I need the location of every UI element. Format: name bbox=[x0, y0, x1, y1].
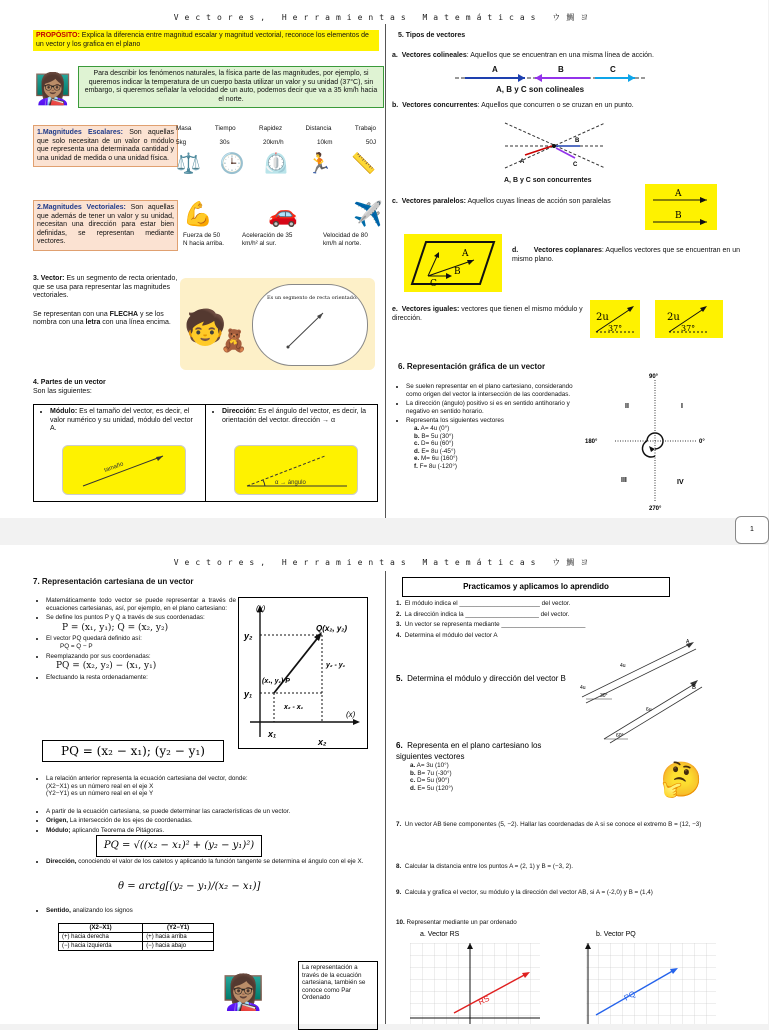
parallel-figure bbox=[645, 184, 717, 230]
s7-bullet-7: • A partir de la ecuación cartesiana, se puede determinar las características de un vector. bbox=[46, 808, 376, 816]
q6-value: D= 5u (90°) bbox=[417, 777, 450, 785]
pq-grid bbox=[586, 943, 716, 1024]
sign-header: (Y2−Y1) bbox=[143, 924, 214, 933]
sign-cell: (+) hacia derecha bbox=[59, 933, 143, 942]
question-6: 6. Representa en el plano cartesiano los siguientes vectores a. A= 3u (10°) b. B= 7u (-30°) c. D= 5u (90°) d. E= 5u (120°) bbox=[396, 741, 542, 792]
graph-item-key: b. bbox=[414, 432, 420, 440]
fig-a-angle: 30° bbox=[600, 693, 608, 699]
graph-bullet-3: Representa los siguientes vectores bbox=[406, 417, 505, 425]
question-9: 9. Calcula y grafica el vector, su módulo y la dirección del vector AB, si A = (-2,0) y B = (1,4) bbox=[396, 889, 653, 896]
letra-bold: letra bbox=[85, 319, 101, 326]
vector-mag-title: 2.Magnitudes Vectoriales: bbox=[37, 204, 126, 211]
teddy-icon: 🧸 bbox=[220, 328, 248, 353]
origin-text: La intersección de los ejes de coordenadas. bbox=[68, 817, 193, 825]
svg-text:A: A bbox=[675, 189, 682, 199]
s7-bullet-6a: (X2−X1) es un número real en el eje X bbox=[46, 782, 154, 790]
scalar-header-masa: Masa bbox=[176, 125, 192, 132]
bubble-text: Es un segmento de recta orientado. bbox=[267, 295, 358, 301]
question-10-text: Representar mediante un par ordenado bbox=[406, 919, 517, 926]
diag-y1: y₁ bbox=[244, 689, 253, 699]
svg-text:A: A bbox=[462, 249, 469, 259]
vector-examples bbox=[183, 200, 383, 247]
sign-cell: (+) hacia arriba bbox=[143, 933, 214, 942]
runner-icon: 🏃 bbox=[307, 153, 333, 176]
scalar-header-trabajo: Trabajo bbox=[354, 125, 376, 132]
graph-item-value: E= 8u (-45°) bbox=[421, 447, 456, 455]
svg-text:B: B bbox=[675, 211, 682, 221]
q6-value: E= 5u (120°) bbox=[417, 784, 453, 792]
s7-eq-6: θ = arctg[(y₂ − y₁)/(x₂ − x₁)] bbox=[118, 881, 261, 892]
direction-text-2: conociendo el valor de los catetos y aplicando la función tangente se determina el ángulo con el eje X. bbox=[76, 858, 364, 865]
s7-eq-1: P = (x₁, y₁); Q = (x₂, y₂) bbox=[62, 622, 169, 633]
vector-box bbox=[33, 200, 178, 251]
purpose-label: PROPÓSITO: bbox=[36, 32, 80, 39]
diag-dy: y₂ - y₁ bbox=[326, 662, 346, 669]
angle-label: α → ángulo bbox=[275, 480, 306, 486]
module-figure bbox=[62, 445, 186, 495]
question-7: 7. Un vector AB tiene componentes (5, −2). Hallar las coordenadas de A si se conoce el extremo B = (12, −3) bbox=[396, 821, 702, 828]
question-5: 5. Determina el módulo y dirección del vector B bbox=[396, 674, 566, 683]
graph-item-key: e. bbox=[414, 455, 420, 463]
clock-icon: 🕒 bbox=[219, 153, 245, 176]
diag-q: Q(x₂, y₂) bbox=[316, 624, 347, 633]
module-label: Módulo: bbox=[50, 408, 78, 415]
sign-header: (X2−X1) bbox=[59, 924, 143, 933]
graph-item-key: c. bbox=[414, 440, 420, 448]
scalar-value-masa: 5kg bbox=[176, 138, 187, 146]
scalar-header-distancia: Distancia bbox=[305, 125, 332, 132]
vector-text: Es un segmento de recta orientado, que se usa para representar las magnitudes vectoriales. bbox=[33, 275, 178, 299]
diag-dx: x₂ - x₁ bbox=[284, 704, 304, 711]
question-8: 8. Calcular la distancia entre los puntos A = (2, 1) y B = (−3, 2). bbox=[396, 863, 573, 870]
svg-text:B: B bbox=[454, 267, 461, 277]
equal-bold: Vectores iguales: bbox=[401, 306, 460, 313]
size-label: tamaño bbox=[103, 461, 125, 474]
s7-bullet-3: El vector PQ quedará definido así: bbox=[46, 635, 142, 643]
s7-eq-5 bbox=[96, 835, 262, 857]
concurrent-desc: : Aquellos que concurren o se cruzan en un punto. bbox=[477, 102, 634, 109]
collinear-label: a. bbox=[392, 52, 398, 59]
equal-desc: vectores que tienen el mismo módulo y dirección. bbox=[392, 306, 583, 322]
parallel-desc: Aquellos cuyas líneas de acción son paralelas bbox=[465, 198, 611, 205]
graph-item-value: D= 6u (60°) bbox=[421, 440, 454, 448]
diag-y-label: (y) bbox=[256, 604, 266, 613]
graph-bullet-2: • La dirección (ángulo) positivo si es en sentido antihorario y negativo en sentido horario. bbox=[406, 400, 584, 415]
fig-a-label: A bbox=[686, 639, 690, 645]
parallel-text bbox=[392, 198, 622, 207]
q10b-label: b. Vector PQ bbox=[596, 931, 636, 938]
flecha-mid: y se los nombra con una bbox=[33, 310, 164, 326]
scalar-value-trabajo: 50J bbox=[365, 138, 376, 146]
coplanar-label: d. bbox=[512, 247, 519, 254]
s7-eq-5-text: PQ = √((x₂ − x₁)² + (y₂ − y₁)²) bbox=[103, 840, 255, 851]
flecha-pre: Se representan con una bbox=[33, 310, 110, 318]
question-7-text: Un vector AB tiene componentes (5, −2). Hallar las coordenadas de A si se conoce el extremo B = (12, −3) bbox=[404, 821, 702, 828]
diag-x-label: (x) bbox=[346, 710, 356, 719]
graph-item-key: a. bbox=[414, 424, 420, 432]
vector-title: 3. Vector: bbox=[33, 275, 65, 282]
question-8-text: Calcular la distancia entre los puntos A = (2, 1) y B = (−3, 2). bbox=[404, 863, 573, 870]
graph-item-key: d. bbox=[414, 447, 420, 455]
intro-box bbox=[78, 66, 384, 108]
parts-table bbox=[33, 404, 378, 502]
fig-a-module: 4u bbox=[620, 663, 626, 669]
axis-bottom: 270° bbox=[649, 506, 662, 512]
vector-definition bbox=[33, 275, 178, 328]
scalar-header-rapidez: Rapidez bbox=[259, 125, 283, 132]
s7-bullet-1: • Matemáticamente todo vector se puede representar a través de ecuaciones cartesianas, así, por ejemplo, en el plano cartesiano: bbox=[46, 597, 236, 612]
sentido-text: analizando los signos bbox=[70, 907, 133, 914]
diag-x2: x₂ bbox=[318, 737, 327, 747]
teacher-avatar-2: 👩🏽‍🏫 bbox=[222, 974, 265, 1012]
teacher-avatar: 👩🏽‍🏫 bbox=[34, 73, 72, 106]
quad-2: II bbox=[625, 403, 629, 410]
s7-direction bbox=[36, 858, 376, 868]
thinking-avatar: 🤔 bbox=[660, 761, 703, 799]
graph-item-value: M= 6u (160°) bbox=[421, 455, 458, 463]
coplanar-bold: Vectores coplanares bbox=[533, 247, 602, 254]
axis-right: 0° bbox=[699, 439, 705, 445]
svg-text:C: C bbox=[430, 279, 437, 289]
sign-table bbox=[58, 923, 214, 951]
origin-bold: Origen, bbox=[46, 817, 69, 825]
question-9-text: Calcula y grafica el vector, su módulo y la dirección del vector AB, si A = (-2,0) y B = (1,4) bbox=[404, 889, 653, 896]
q6-key: b. bbox=[410, 769, 416, 777]
collinear-desc: : Aquellos que se encuentran en una misma línea de acción. bbox=[466, 52, 654, 59]
equal-figure-2 bbox=[655, 300, 723, 338]
fig-a-module-2: 4u bbox=[580, 685, 586, 691]
info-bubble bbox=[298, 961, 378, 1030]
axis-left: 180° bbox=[585, 439, 598, 445]
equal-mod-2: 2u bbox=[667, 312, 680, 323]
speech-bubble bbox=[252, 284, 368, 366]
graph-item-key: f. bbox=[414, 462, 418, 470]
page-2 bbox=[0, 545, 768, 1024]
equal-ang-2: 37° bbox=[681, 324, 696, 333]
bubble-vector bbox=[283, 307, 333, 351]
quad-4: IV bbox=[677, 479, 684, 486]
page-header: Vectores, Herramientas Matemáticas ウ鯛ヨ bbox=[173, 13, 595, 22]
force-example: Fuerza de 50 N hacia arriba. bbox=[183, 232, 224, 247]
parts-heading bbox=[33, 379, 106, 396]
collinear-bold: Vectores colineales bbox=[401, 52, 467, 59]
sentido-bold: Sentido, bbox=[46, 907, 71, 914]
s7-eq-4: PQ = (x₂ − x₁); (y₂ − y₁) bbox=[61, 744, 205, 758]
practice-q1-4: 1. El módulo indica el _______________________ del vector. 2. La dirección indica la _____________________ del vector. 3. Un vector se representa mediante ________________________ 4. Determina el módulo del vector A bbox=[396, 600, 586, 639]
concurrent-label: b. bbox=[392, 102, 399, 109]
equal-text bbox=[392, 306, 592, 323]
q6-value: B= 7u (-30°) bbox=[417, 769, 452, 777]
graph-title: 6. Representación gráfica de un vector bbox=[398, 362, 546, 371]
question-2: La dirección indica la _____________________ del vector. bbox=[404, 610, 570, 618]
sign-cell: (−) hacia abajo bbox=[143, 942, 214, 951]
sign-cell: (−) hacia izquierda bbox=[59, 942, 143, 951]
cartesian-diagram bbox=[238, 597, 368, 749]
module-text: Es el tamaño del vector, es decir, el valor numérico y su unidad, módulo del vector A. bbox=[50, 408, 193, 432]
s7-left-text bbox=[36, 597, 236, 683]
practice-title-box bbox=[402, 577, 670, 597]
fig-b-label: B bbox=[692, 685, 697, 691]
scalar-box bbox=[33, 125, 178, 167]
parts-sub: Son las siguientes: bbox=[33, 387, 92, 395]
svg-text:B: B bbox=[558, 65, 564, 74]
scalar-examples bbox=[176, 125, 376, 178]
coplanar-desc: : Aquellos vectores que se encuentran en un mismo plano. bbox=[512, 247, 741, 263]
question-3: Un vector se representa mediante ________________________ bbox=[404, 621, 586, 629]
concurrent-figure bbox=[500, 118, 610, 176]
practice-title: Practicamos y aplicamos lo aprendido bbox=[463, 582, 609, 591]
s7-title: 7. Representación cartesiana de un vector bbox=[33, 577, 194, 586]
direction-bold: Dirección, bbox=[46, 858, 77, 865]
vector-mag-text: Son aquellas que además de tener un valor y su unidad, necesitan una dirección para estar bien definidas, se representan mediante vectores. bbox=[37, 204, 174, 245]
s7-bullet-5: • Efectuando la resta ordenadamente: bbox=[46, 674, 236, 682]
svg-text:C: C bbox=[610, 65, 616, 74]
polar-axes bbox=[585, 370, 715, 512]
s7-bullet-6b: (Y2−Y1) es un número real en el eje Y bbox=[46, 790, 154, 798]
arm-icon: 💪 bbox=[183, 201, 213, 228]
flecha-post: con una línea encima. bbox=[100, 319, 171, 326]
collinear-text bbox=[392, 52, 752, 61]
collinear-caption: A, B y C son colineales bbox=[496, 85, 585, 94]
s7-bullet-6: La relación anterior representa la ecuación cartesiana del vector, donde: bbox=[46, 775, 248, 782]
axis-top: 90° bbox=[649, 374, 659, 380]
quad-3: III bbox=[621, 477, 627, 484]
info-bubble-text: La representación a través de la ecuación cartesiana, también se conoce como Par Ordenado bbox=[302, 964, 366, 1002]
acceleration-example: Aceleración de 35 km/h² al sur. bbox=[242, 232, 293, 247]
q6-value: A= 3u (10°) bbox=[416, 762, 449, 769]
kids-illustration bbox=[180, 278, 375, 370]
equal-mod-1: 2u bbox=[596, 312, 609, 323]
question-5-text: Determina el módulo y dirección del vector B bbox=[407, 674, 566, 683]
scalar-title: 1.Magnitudes Escalares: bbox=[37, 129, 123, 136]
rs-grid bbox=[410, 943, 540, 1024]
equal-label: e. bbox=[392, 306, 398, 313]
s7-lower-text bbox=[36, 775, 376, 837]
pq-label: PQ bbox=[622, 989, 638, 1003]
s7-eq-3: PQ = (x₂, y₂) − (x₁, y₁) bbox=[56, 661, 157, 672]
svg-text:A: A bbox=[492, 65, 498, 74]
diag-x1: x₁ bbox=[268, 729, 277, 739]
s7-eq-2: PQ = Q − P bbox=[60, 642, 93, 650]
page-number: 1 bbox=[735, 516, 769, 544]
q6-key: a. bbox=[410, 762, 416, 769]
purpose-box bbox=[33, 30, 379, 51]
coplanar-text bbox=[512, 247, 752, 264]
scalar-value-rapidez: 20km/h bbox=[263, 138, 284, 146]
question-4: Determina el módulo del vector A bbox=[404, 631, 498, 639]
concurrent-text bbox=[392, 102, 752, 111]
graph-item-value: A= 4u (0°) bbox=[420, 424, 450, 432]
scalar-value-tiempo: 30s bbox=[219, 138, 230, 146]
graph-item-value: F= 8u (-120°) bbox=[419, 462, 457, 470]
q6-key: d. bbox=[410, 784, 416, 792]
scalar-text: Son aquellas que solo necesitan de un valor o módulo que representa una determinada cantidad y una unidad de medida o una unidad física. bbox=[37, 129, 174, 162]
diag-y2: y₂ bbox=[244, 631, 253, 641]
modulo-text: aplicando Teorema de Pitágoras. bbox=[70, 826, 165, 834]
children-icon: 🧒 bbox=[184, 309, 227, 347]
fig-b-module: 6u bbox=[646, 707, 652, 713]
svg-text:C: C bbox=[573, 162, 578, 168]
question-10: 10. Representar mediante un par ordenado bbox=[396, 919, 517, 926]
parts-title: 4. Partes de un vector bbox=[33, 379, 106, 386]
speedometer-icon: ⏲️ bbox=[263, 153, 289, 176]
q10a-label: a. Vector RS bbox=[420, 931, 460, 938]
scalar-value-distancia: 10km bbox=[317, 138, 333, 146]
s7-bullet-2: • Se define los puntos P y Q a través de sus coordenadas: bbox=[46, 614, 236, 622]
direction-text: Es el ángulo del vector, es decir, la orientación del vector. dirección → α bbox=[222, 408, 366, 424]
s7-eq-box bbox=[42, 740, 224, 762]
svg-text:A: A bbox=[520, 159, 525, 165]
question-1: El módulo indica el _______________________ del vector. bbox=[404, 600, 571, 607]
s7-sentido bbox=[36, 907, 236, 917]
page-header-2: Vectores, Herramientas Matemáticas ウ鯛ヨ bbox=[173, 558, 595, 567]
modulo-bold: Módulo; bbox=[46, 826, 71, 834]
parallel-label: c. bbox=[392, 198, 398, 205]
equal-figure-1 bbox=[590, 300, 640, 338]
quad-1: I bbox=[681, 403, 683, 410]
scale-icon: ⚖️ bbox=[176, 153, 201, 176]
purpose-text: Explica la diferencia entre magnitud escalar y magnitud vectorial, reconoce los elementos de un vector y los grafica en el plano bbox=[36, 32, 369, 48]
graph-bullets bbox=[394, 383, 584, 473]
vector-b-figure bbox=[598, 677, 708, 745]
direction-label: Dirección: bbox=[222, 408, 257, 415]
equal-ang-1: 37° bbox=[608, 324, 623, 333]
question-6-text: Representa en el plano cartesiano los siguientes vectores bbox=[396, 741, 542, 761]
q6-key: c. bbox=[410, 777, 416, 785]
diag-p: (x₁, y₁) P bbox=[262, 678, 290, 685]
intro-text: Para describir los fenómenos naturales, la física parte de las magnitudes, por ejemplo, si queremos indicar la temperatura de un cuerpo basta utilizar un valor y su unidad (37°C), sin embargo, si queremos señalar la velocidad de un auto, podemos decir que va a 35 km/h hacia el norte. bbox=[84, 70, 378, 103]
car-icon: 🚗 bbox=[268, 201, 298, 228]
direction-figure bbox=[234, 445, 358, 495]
tape-measure-icon: 📏 bbox=[351, 153, 376, 176]
concurrent-bold: Vectores concurrentes bbox=[402, 102, 478, 109]
column-divider-2 bbox=[385, 571, 386, 1024]
coplanar-figure bbox=[404, 234, 502, 292]
fig-b-angle: 60° bbox=[616, 733, 624, 739]
airplane-icon: ✈️ bbox=[353, 201, 383, 228]
scalar-header-tiempo: Tiempo bbox=[214, 125, 236, 132]
column-divider bbox=[385, 24, 386, 518]
parallel-bold: Vectores paralelos: bbox=[401, 198, 466, 205]
types-title: 5. Tipos de vectores bbox=[398, 32, 466, 39]
concurrent-caption: A, B y C son concurrentes bbox=[504, 177, 592, 184]
velocity-example: Velocidad de 80 km/h al norte. bbox=[323, 232, 368, 247]
graph-bullet-1: • Se suelen representar en el plano cartesiano, considerando como origen del vector la intersección de las coordenadas. bbox=[406, 383, 584, 398]
s7-bullet-4: • Reemplazando por sus coordenadas: bbox=[46, 653, 236, 661]
graph-item-value: B= 5u (30°) bbox=[421, 432, 454, 440]
flecha-bold: FLECHA bbox=[109, 310, 139, 318]
svg-text:B: B bbox=[575, 138, 580, 144]
rs-label: RS bbox=[476, 993, 491, 1007]
